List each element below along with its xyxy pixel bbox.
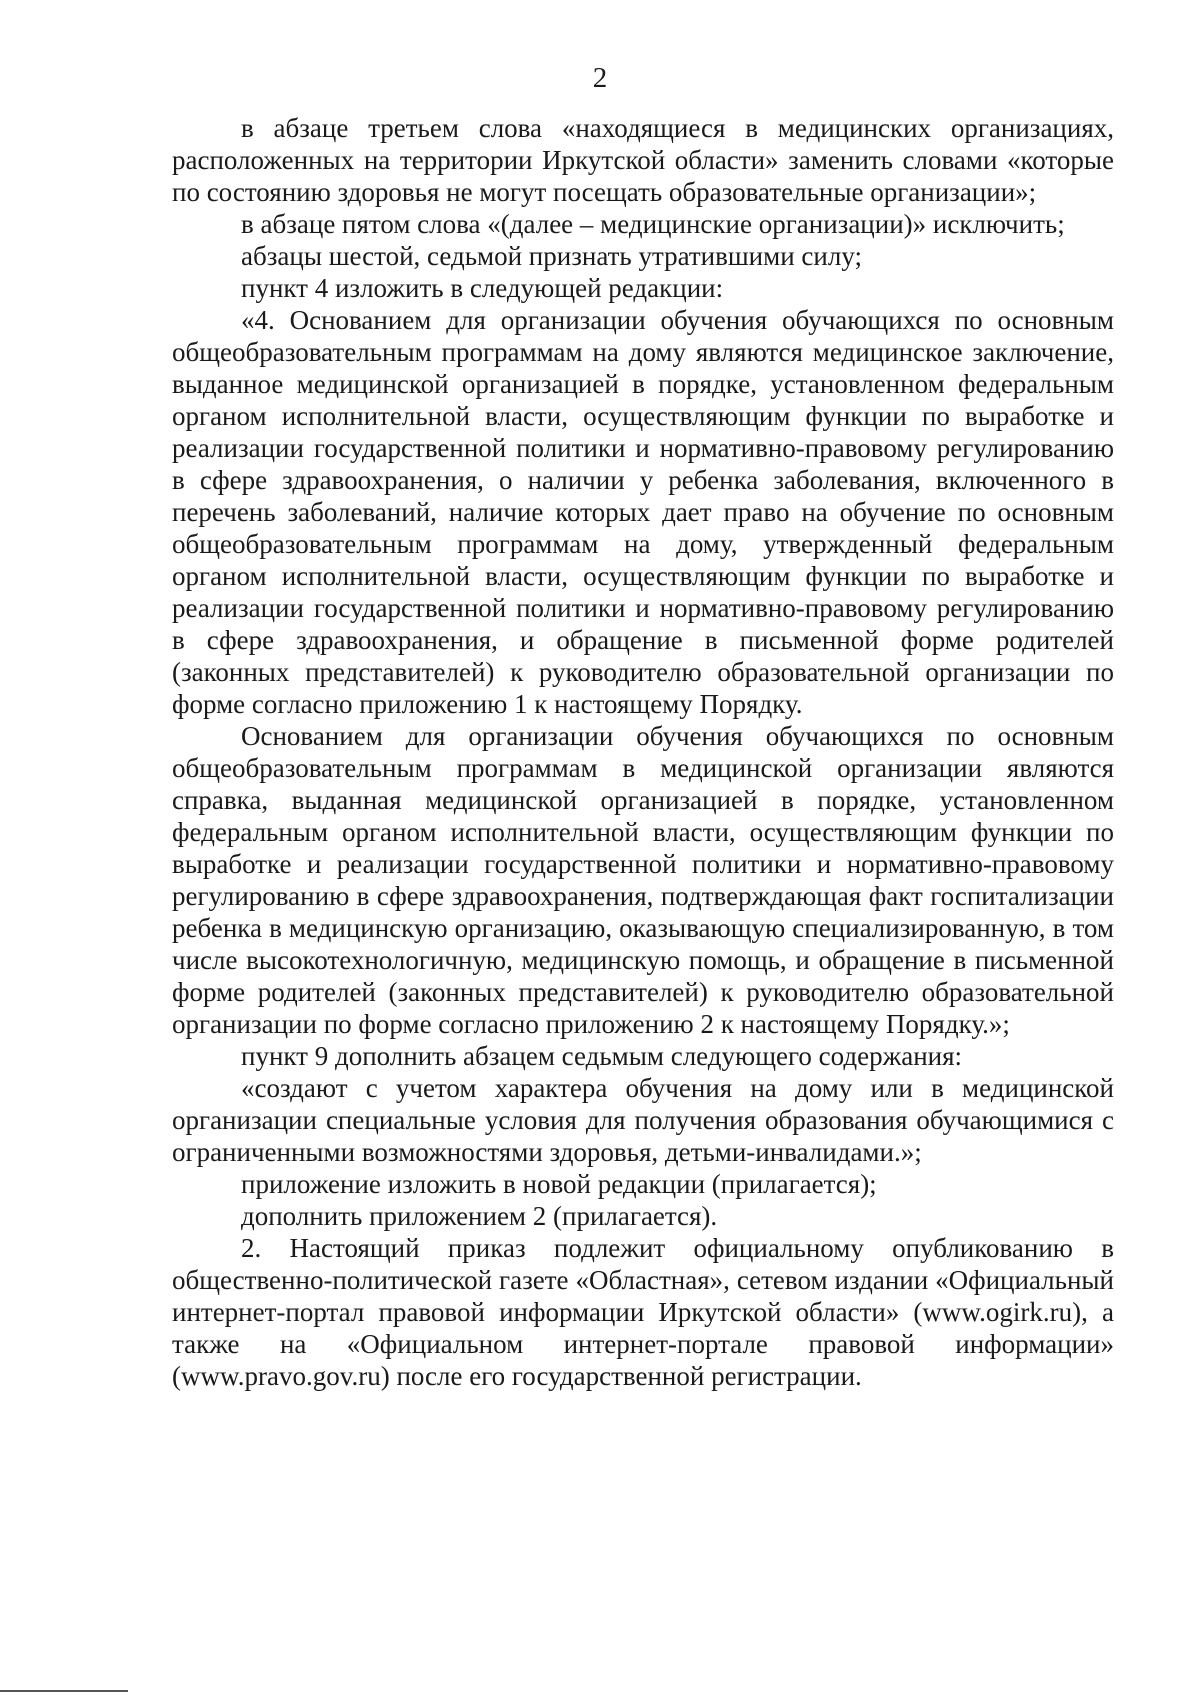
paragraph-punkt-9-intro: пункт 9 дополнить абзацем седьмым следующего содержания: [241,1041,963,1071]
paragraph-abzac-tretiy: в абзаце третьем слова «находящиеся в медицинских организациях, расположенных на территории Иркутской области» заменить словами «которые по состоянию здоровья не могут посещать образовательные организации»; [172,113,1114,207]
paragraph-punkt-4-text: «4. Основанием для организации обучения обучающихся по основным общеобразовательным программам на дому являются медицинское заключение, выданное медицинской организацией в порядке, установленном федеральным органом исполнительной власти, осуществляющим функции по выработке и реализации государственной политики и нормативно-правовому регулированию в сфере здравоохранения, о наличии у ребенка заболевания, включенного в перечень заболеваний, наличие которых дает право на обучение по основным общеобразовательным программам на дому, утвержденный федеральным органом исполнительной власти, осуществляющим функции по выработке и реализации государственной политики и нормативно-правовому регулированию в сфере здравоохранения, и обращение в письменной форме родителей (законных представителей) к руководителю образовательной организации по форме согласно приложению 1 к настоящему Порядку. [172,305,1114,719]
paragraph-publication: 2. Настоящий приказ подлежит официальному опубликованию в общественно-политической газете «Областная», сетевом издании «Официальный интернет-портал правовой информации Иркутской области» (www.ogirk.ru), а также на «Официальном интернет-портале правовой информации» (www.pravo.gov.ru) после его государственной регистрации. [172,1233,1114,1391]
paragraph-prilozhenie-2: дополнить приложением 2 (прилагается). [241,1201,718,1231]
paragraph-abzac-pyatyi: в абзаце пятом слова «(далее – медицинские организации)» исключить; [241,209,1065,239]
document-body [172,112,1114,1392]
bottom-rule [0,1690,128,1692]
paragraph-punkt-4-medical: Основанием для организации обучения обучающихся по основным общеобразовательным программам в медицинской организации являются справка, выданная медицинской организацией в порядке, установленном федеральным органом исполнительной власти, осуществляющим функции по выработке и реализации государственной политики и нормативно-правовому регулированию в сфере здравоохранения, подтверждающая факт госпитализации ребенка в медицинскую организацию, оказывающую специализированную, в том числе высокотехнологичную, медицинскую помощь, и обращение в письменной форме родителей (законных представителей) к руководителю образовательной организации по форме согласно приложению 2 к настоящему Порядку.»; [172,721,1114,1039]
paragraph-punkt-4-intro: пункт 4 изложить в следующей редакции: [241,273,724,303]
paragraph-prilozhenie-new: приложение изложить в новой редакции (прилагается); [241,1169,877,1199]
paragraph-abzacy-utrativshie: абзацы шестой, седьмой признать утратившими силу; [241,241,862,271]
page-number: 2 [592,62,608,94]
paragraph-punkt-9-text: «создают с учетом характера обучения на дому или в медицинской организации специальные условия для получения образования обучающимися с ограниченными возможностями здоровья, детьми-инвалидами.»; [172,1073,1114,1167]
